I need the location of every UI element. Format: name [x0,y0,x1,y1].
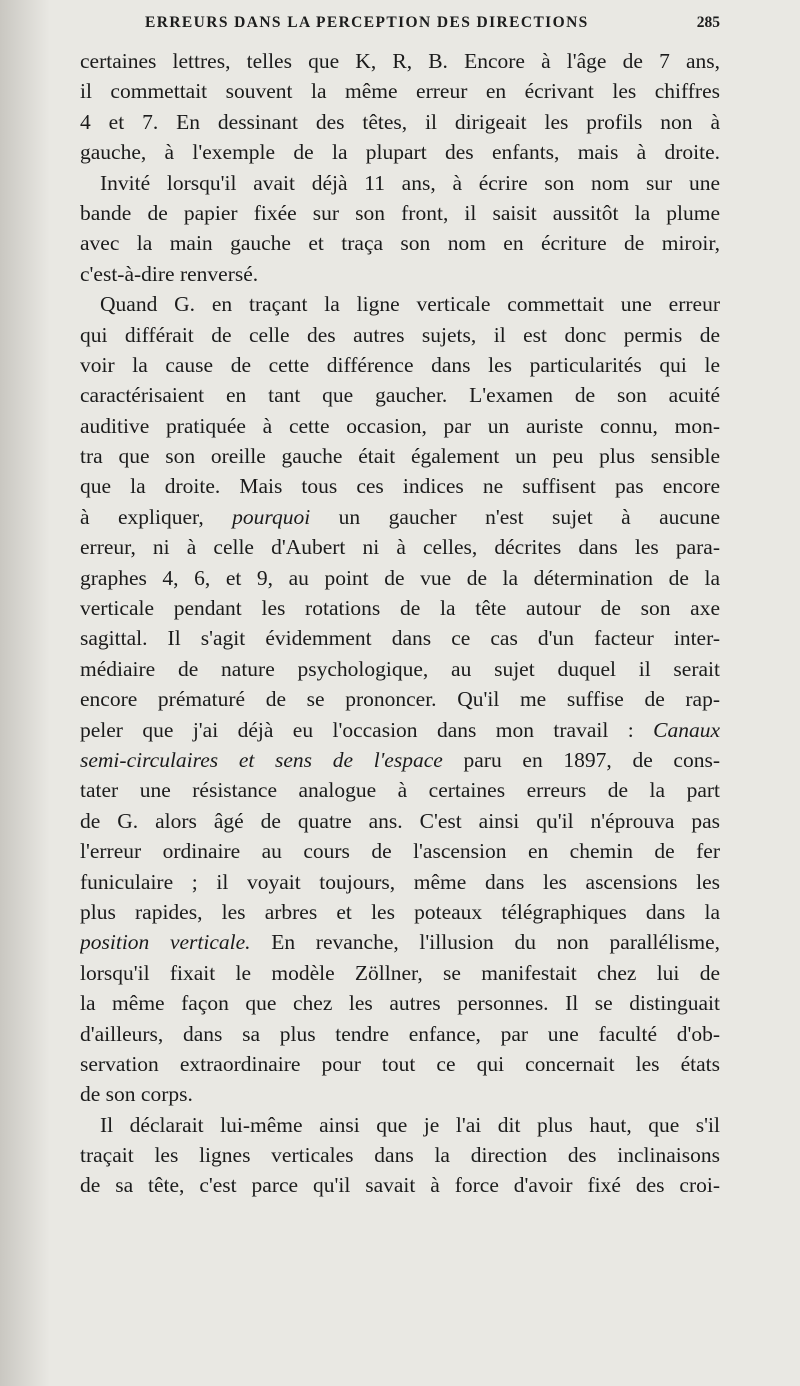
text-line: certaines lettres, telles que K, R, B. Encore à l'âge de 7 ans, [80,49,720,73]
text-run: peler que j'ai déjà eu l'occasion dans mon travail : [80,717,634,742]
text-line: de G. alors âgé de quatre ans. C'est ainsi qu'il n'éprouva pas [80,808,720,833]
text-line: traçait les lignes verticales dans la direction des inclinaisons [80,1143,720,1168]
text-line: que la droite. Mais tous ces indices ne suffisent pas encore [80,474,720,499]
text-line: lorsqu'il fixait le modèle Zöllner, se manifestait chez lui de [80,960,720,985]
text-run: En revanche, l'illusion du non parallélisme, [271,930,720,955]
text-line: tater une résistance analogue à certaines erreurs de la part [80,778,720,803]
text-line: erreur, ni à celle d'Aubert ni à celles, décrites dans les para- [80,535,720,560]
text-line: bande de papier fixée sur son front, il saisit aussitôt la plume [80,200,720,225]
body-text [80,46,720,1201]
text-line: l'erreur ordinaire au cours de l'ascension en chemin de fer [80,839,720,864]
page-number: 285 [696,14,720,31]
text-line [80,927,720,957]
text-line: Invité lorsqu'il avait déjà 11 ans, à écrire son nom sur une [100,170,720,195]
text-line: sagittal. Il s'agit évidemment dans ce cas d'un facteur inter- [80,626,720,651]
page-header [80,14,720,40]
text-line [80,502,720,532]
italic-run: semi-circulaires et sens de l'espace [80,747,443,772]
italic-run: position verticale. [80,930,251,955]
italic-run: Canaux [653,717,720,742]
text-line: encore prématuré de se prononcer. Qu'il me suffise de rap- [80,687,720,712]
text-line: auditive pratiquée à cette occasion, par un auriste connu, mon- [80,413,720,438]
text-line: Quand G. en traçant la ligne verticale commettait une erreur [100,292,720,317]
text-line: verticale pendant les rotations de la tête autour de son axe [80,596,720,621]
text-line: graphes 4, 6, et 9, au point de vue de la détermination de la [80,565,720,590]
text-run: à expliquer, [80,504,204,529]
text-line: d'ailleurs, dans sa plus tendre enfance, par une faculté d'ob- [80,1021,720,1046]
text-line: il commettait souvent la même erreur en écrivant les chiffres [80,79,720,104]
text-line: plus rapides, les arbres et les poteaux télégraphiques dans la [80,899,720,924]
text-line: qui différait de celle des autres sujets, il est donc permis de [80,322,720,347]
text-line: Il déclarait lui-même ainsi que je l'ai dit plus haut, que s'il [100,1112,720,1137]
text-line [80,715,720,745]
text-line: la même façon que chez les autres personnes. Il se distinguait [80,991,720,1016]
text-line: avec la main gauche et traça son nom en écriture de miroir, [80,231,720,256]
text-line: c'est-à-dire renversé. [80,261,259,286]
text-line: voir la cause de cette différence dans les particularités qui le [80,352,720,377]
text-run: paru en 1897, de cons- [463,747,720,772]
text-line [80,745,720,775]
text-line: servation extraordinaire pour tout ce qui concernait les états [80,1051,720,1076]
text-run: un gaucher n'est sujet à aucune [338,504,720,529]
text-line: médiaire de nature psychologique, au sujet duquel il serait [80,656,720,681]
text-line: funiculaire ; il voyait toujours, même dans les ascensions les [80,869,720,894]
text-line: de son corps. [80,1082,193,1107]
text-line: tra que son oreille gauche était également un peu plus sensible [80,444,720,469]
italic-run: pourquoi [232,504,311,529]
running-title: ERREURS DANS LA PERCEPTION DES DIRECTIONS [145,14,589,31]
text-line: de sa tête, c'est parce qu'il savait à force d'avoir fixé des croi- [80,1173,720,1198]
text-line: gauche, à l'exemple de la plupart des enfants, mais à droite. [80,140,720,165]
text-line: 4 et 7. En dessinant des têtes, il dirigeait les profils non à [80,109,720,134]
text-line: caractérisaient en tant que gaucher. L'examen de son acuité [80,383,720,408]
